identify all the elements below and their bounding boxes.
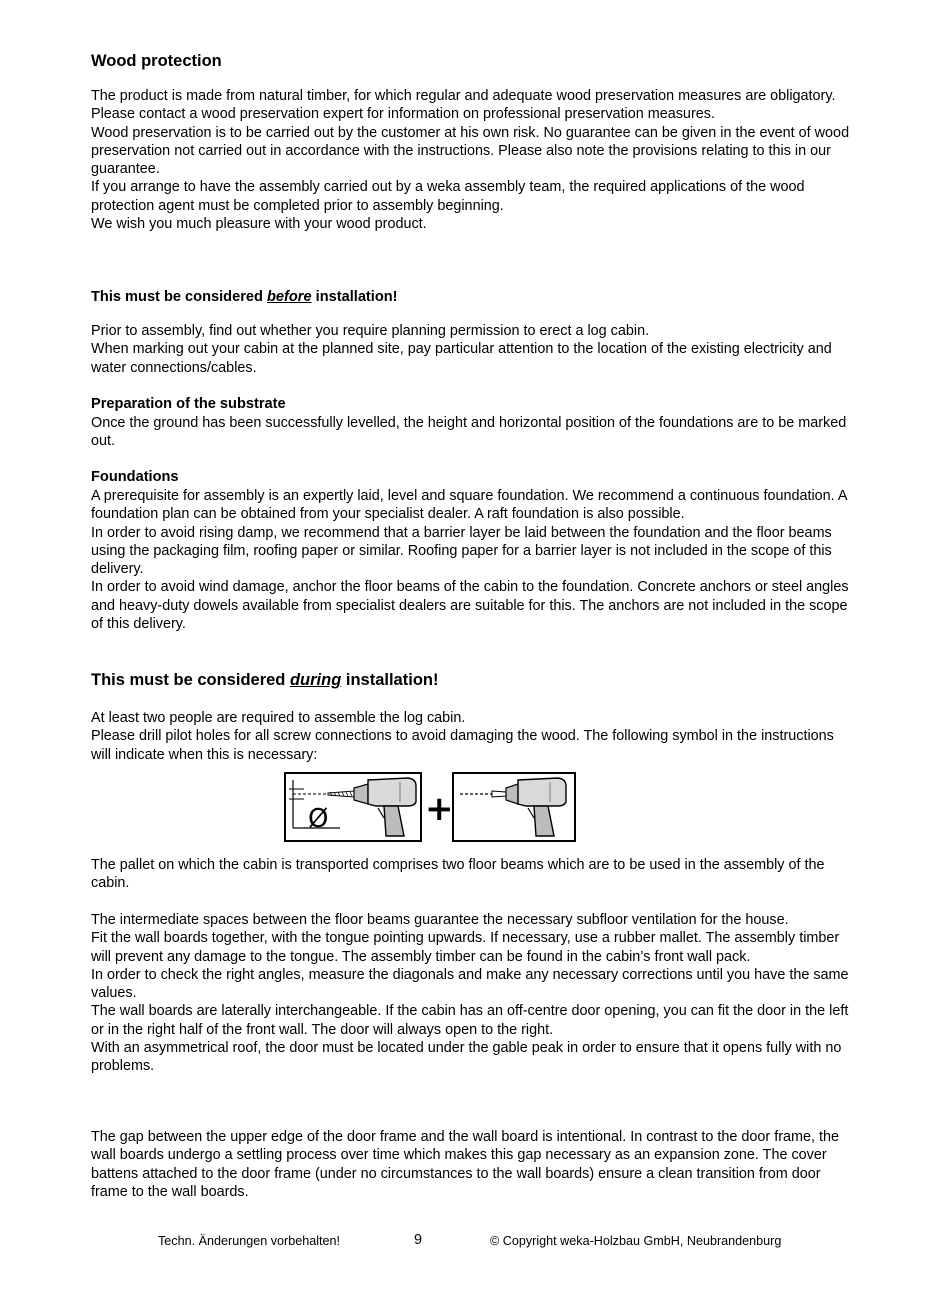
foundations-paragraph: A prerequisite for assembly is an expertly laid, level and square foundation. We recommend a continuous foundation. A foundation plan can be obtained from your specialist dealer. A raft foundation is also possible. In order to avoid rising damp, we recommend that a barrier layer be laid between the foundation and the floor beams using the packaging film, roofing paper or similar. Roofing paper for a barrier layer is not included in the scope of this delivery. In order to avoid wind damage, anchor the floor beams of the cabin to the foundation. Concrete anchors or steel angles and heavy-duty dowels available from specialist dealers are suitable for this. The anchors are not included in the scope of this delivery. bbox=[91, 488, 849, 633]
drill-pilot-hole-symbol bbox=[284, 772, 584, 844]
footer-copyright: © Copyright weka-Holzbau GmbH, Neubrandenburg bbox=[490, 1234, 782, 1248]
wood-protection-paragraph: The product is made from natural timber, for which regular and adequate wood preservation measures are obligatory. Please contact a wood preservation expert for information on professional preservation measures. Wood preservation is to be carried out by the customer at his own risk. No guarantee can be given in the event of wood preservation not carried out in accordance with the instructions. Please also note the provisions relating to this in our guarantee. If you arrange to have the assembly carried out by a weka assembly team, the required applications of the wood protection agent must be completed prior to assembly beginning. We wish you much pleasure with your wood product. bbox=[91, 88, 850, 233]
before-installation-heading: This must be considered before installation! bbox=[91, 289, 398, 305]
during-installation-paragraph-4: The gap between the upper edge of the door frame and the wall board is intentional. In contrast to the door frame, the wall boards undergo a settling process over time which makes this gap necessary as an expansion zone. The cover battens attached to the door frame (under no circumstances to the wall boards) ensure a clean transition from door frame to the wall boards. bbox=[91, 1129, 839, 1200]
during-installation-paragraph-2: The pallet on which the cabin is transported comprises two floor beams which are to be used in the assembly of the cabin. bbox=[91, 857, 825, 892]
page-number: 9 bbox=[414, 1232, 423, 1248]
substrate-paragraph: Once the ground has been successfully levelled, the height and horizontal position of the foundations are to be marked out. bbox=[91, 415, 847, 450]
before-emphasis: before bbox=[266, 289, 312, 305]
during-emphasis: during bbox=[289, 671, 342, 689]
plus-icon: + bbox=[425, 789, 454, 829]
foundations-heading: Foundations bbox=[91, 469, 179, 485]
drill-symbol-graphic bbox=[284, 772, 584, 844]
before-installation-paragraph: Prior to assembly, find out whether you require planning permission to erect a log cabin. When marking out your cabin at the planned site, pay particular attention to the location of the existing electricity and water connections/cables. bbox=[91, 323, 832, 376]
during-installation-paragraph-1: At least two people are required to assemble the log cabin. Please drill pilot holes for all screw connections to avoid damaging the wood. The following symbol in the instructions will indicate when this is necessary: bbox=[91, 710, 834, 763]
wood-protection-heading: Wood protection bbox=[91, 52, 222, 70]
during-installation-heading: This must be considered during installation! bbox=[91, 671, 439, 689]
diameter-icon: Ø bbox=[308, 804, 329, 834]
substrate-heading: Preparation of the substrate bbox=[91, 396, 286, 412]
during-installation-paragraph-3: The intermediate spaces between the floor beams guarantee the necessary subfloor ventilation for the house. Fit the wall boards together, with the tongue pointing upwards. If necessary, use a rubber mallet. The assembly timber will prevent any damage to the tongue. The assembly timber can be found in the cabin’s front wall pack. In order to check the right angles, measure the diagonals and make any necessary corrections until you have the same values. The wall boards are laterally interchangeable. If the cabin has an off-centre door opening, you can fit the door in the left or in the right half of the front wall. The door will always open to the right. With an asymmetrical roof, the door must be located under the gable peak in order to ensure that it opens fully with no problems. bbox=[91, 912, 849, 1075]
footer-disclaimer: Techn. Änderungen vorbehalten! bbox=[158, 1234, 341, 1248]
